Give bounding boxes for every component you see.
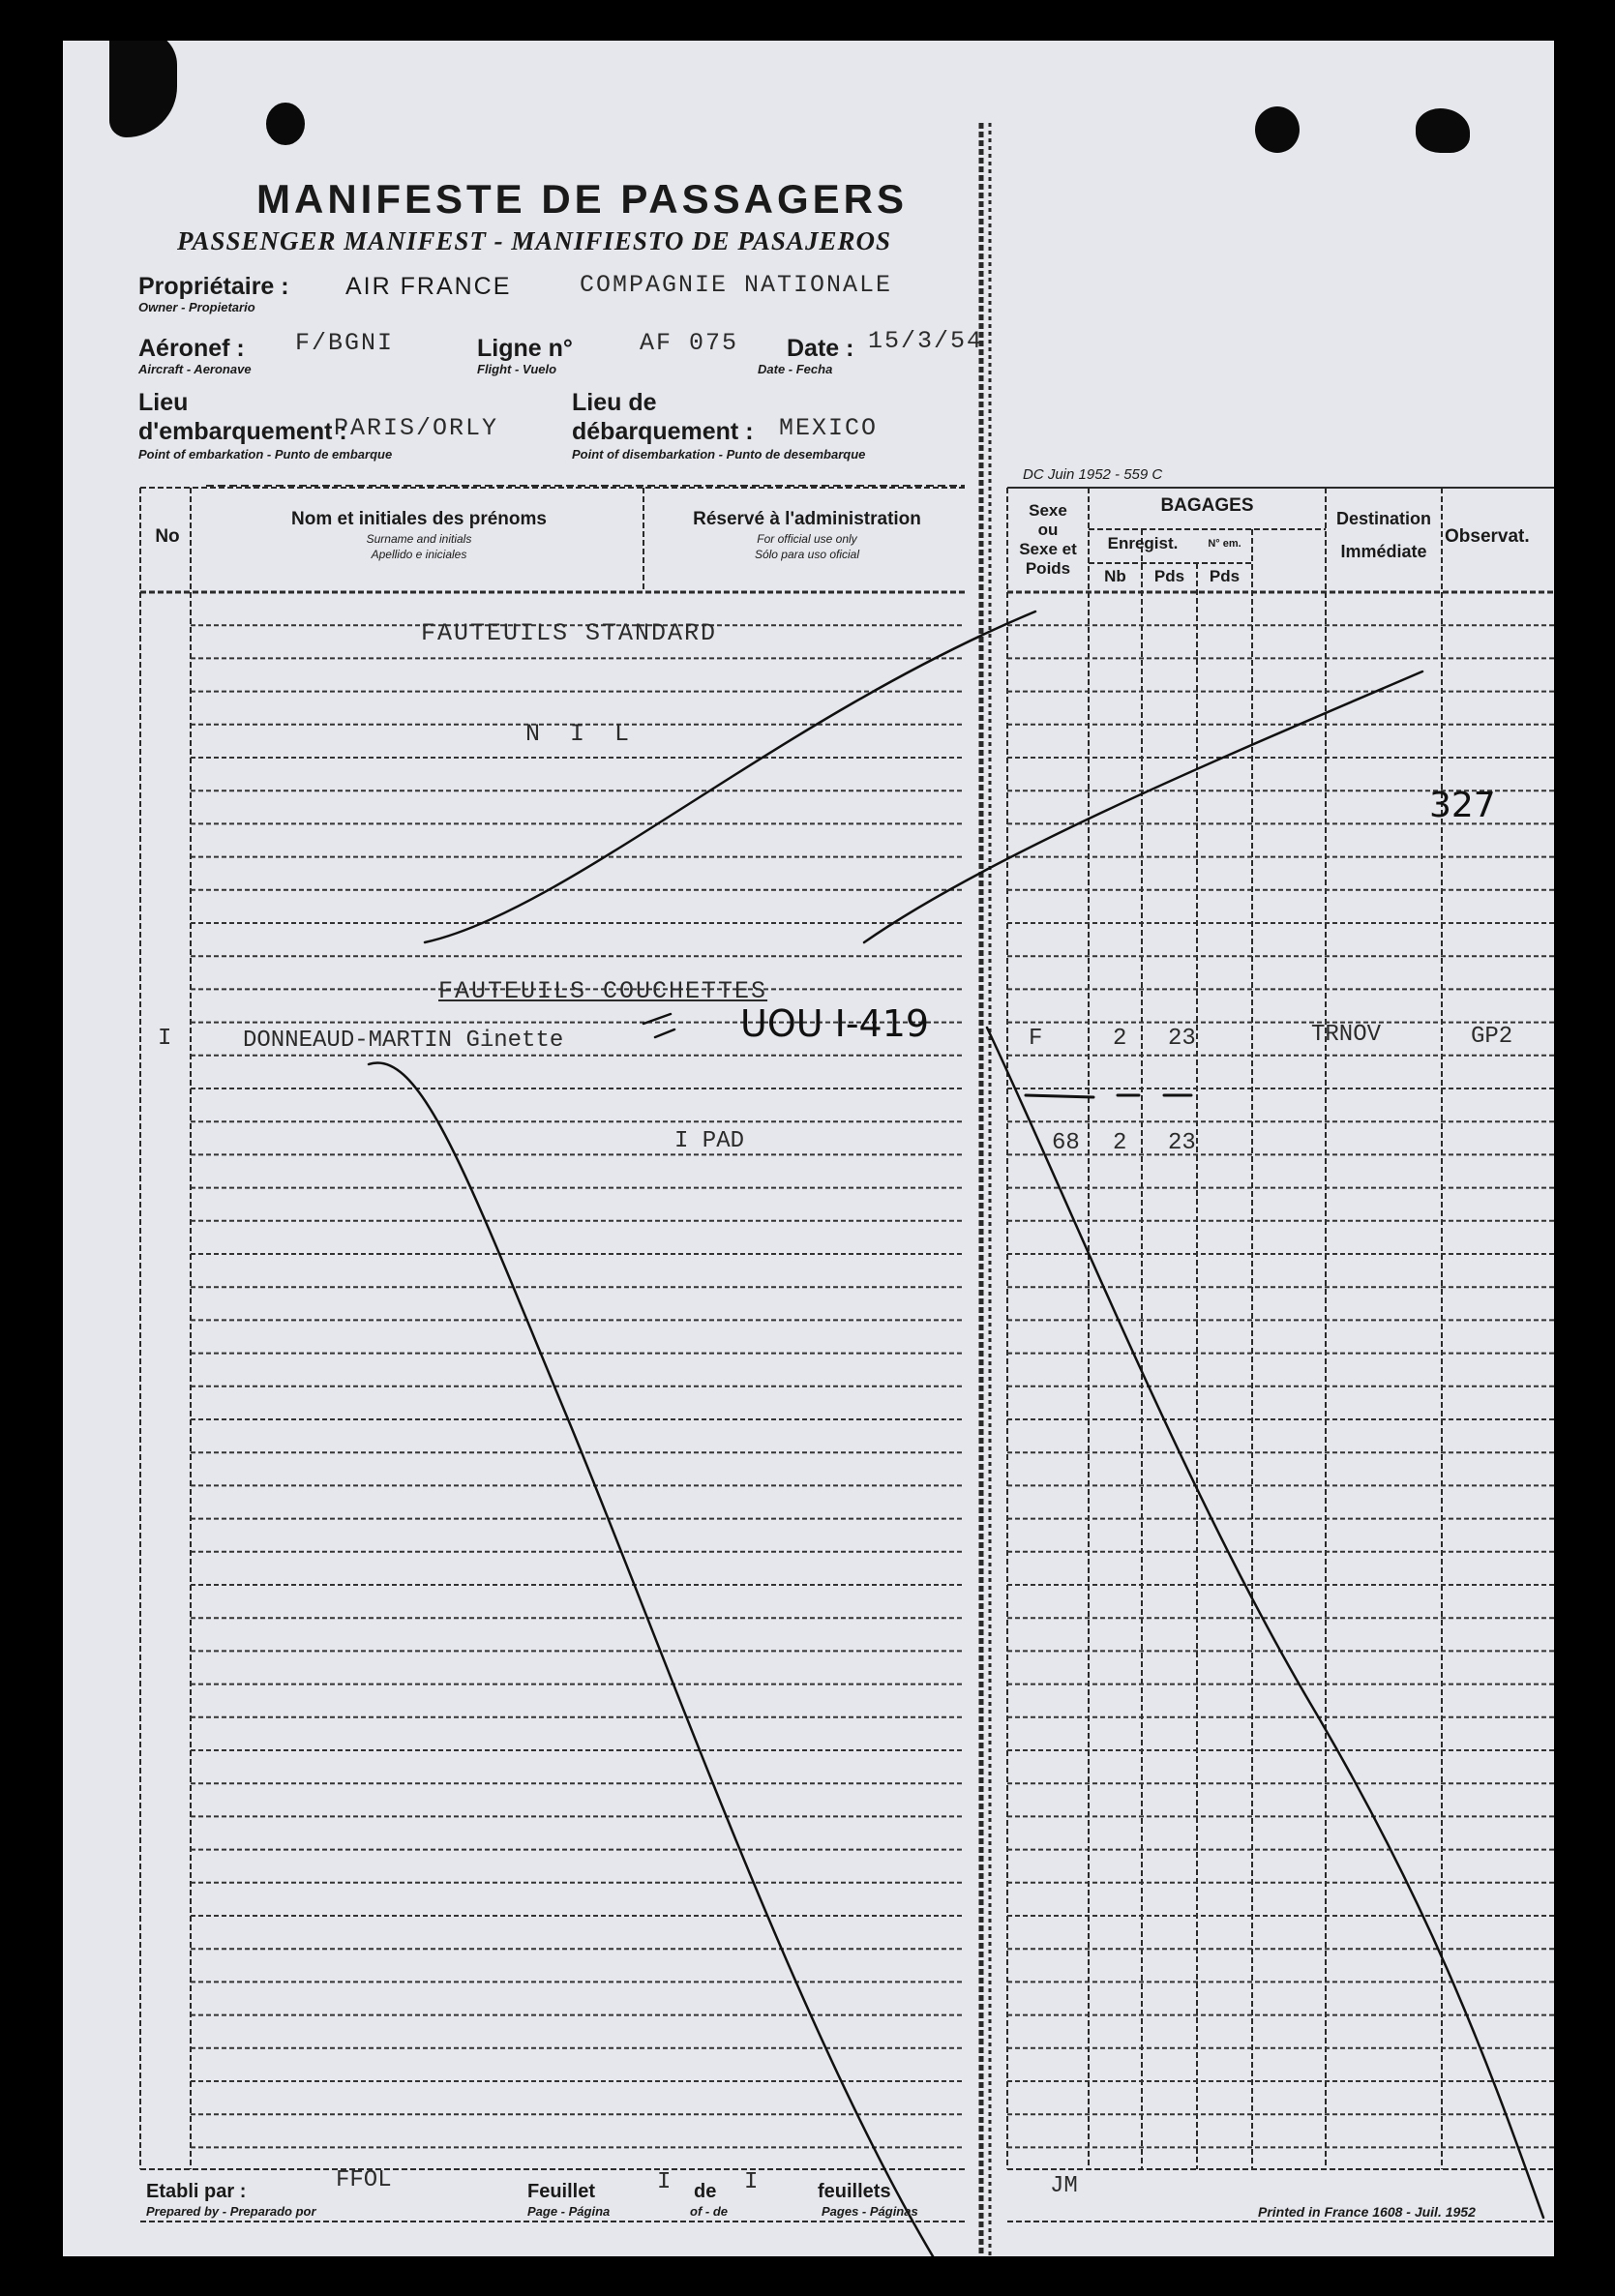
flight-value: AF 075 bbox=[640, 329, 739, 357]
row-no: I bbox=[158, 1026, 172, 1052]
col-admin-sub2: Sólo para uso oficial bbox=[754, 548, 860, 561]
embark-sub: Point of embarkation - Punto de embarque bbox=[138, 447, 393, 462]
total-pds: 23 bbox=[1168, 1130, 1196, 1156]
sheet-label: Feuillet bbox=[527, 2181, 596, 2202]
number-327: 327 bbox=[1429, 786, 1496, 825]
col-pds: Pds bbox=[1153, 567, 1185, 585]
disembark-label-1: Lieu de bbox=[572, 389, 657, 416]
col-dest-2: Immédiate bbox=[1340, 542, 1427, 561]
total-nb: 2 bbox=[1113, 1130, 1127, 1156]
flight-sub: Flight - Vuelo bbox=[477, 362, 557, 376]
pages-sub: Pages - Páginas bbox=[822, 2204, 918, 2219]
of-value: I bbox=[744, 2169, 759, 2195]
row-handwritten: UOU I-419 bbox=[740, 1002, 930, 1045]
owner-typed: COMPAGNIE NATIONALE bbox=[580, 271, 893, 299]
col-sex-1: Sexe bbox=[1029, 501, 1067, 520]
aircraft-sub: Aircraft - Aeronave bbox=[138, 362, 252, 376]
col-name-sub2: Apellido e iniciales bbox=[371, 548, 467, 561]
disembark-label-2: débarquement : bbox=[572, 418, 754, 445]
sheet-value: I bbox=[657, 2169, 672, 2195]
page-sub: Page - Página bbox=[527, 2204, 611, 2219]
row-pds: 23 bbox=[1168, 1026, 1196, 1052]
col-sex-3: Sexe et bbox=[1019, 540, 1077, 558]
embark-label-2: d'embarquement : bbox=[138, 418, 347, 445]
col-name-sub1: Surname and initials bbox=[366, 532, 472, 546]
form-title: MANIFESTE DE PASSAGERS bbox=[256, 176, 908, 222]
of-sub: of - de bbox=[690, 2204, 728, 2219]
nil-text: N I L bbox=[525, 720, 638, 748]
owner-sub: Owner - Propietario bbox=[138, 300, 255, 314]
manifest-page bbox=[63, 41, 1554, 2256]
col-no: No bbox=[155, 526, 180, 547]
sheets-label: feuillets bbox=[818, 2181, 891, 2202]
aircraft-value: F/BGNI bbox=[295, 329, 395, 357]
col-sex-4: Poids bbox=[1025, 559, 1071, 578]
col-nb: Nb bbox=[1104, 567, 1126, 585]
prepared-value: FFOL bbox=[336, 2167, 392, 2193]
section-couchettes: FAUTEUILS COUCHETTES bbox=[438, 977, 768, 1005]
section-standard: FAUTEUILS STANDARD bbox=[421, 619, 718, 647]
col-nr-em: N° em. bbox=[1208, 538, 1241, 550]
embark-label-1: Lieu bbox=[138, 389, 189, 416]
aircraft-label: Aéronef : bbox=[138, 335, 245, 362]
flight-label: Ligne n° bbox=[477, 335, 573, 362]
row-sex: F bbox=[1029, 1026, 1043, 1052]
of-label: de bbox=[694, 2181, 717, 2202]
date-sub: Date - Fecha bbox=[758, 362, 833, 376]
col-dest-1: Destination bbox=[1335, 509, 1431, 528]
printed-note: Printed in France 1608 - Juil. 1952 bbox=[1258, 2204, 1476, 2220]
disembark-value: MEXICO bbox=[779, 414, 879, 442]
date-value: 15/3/54 bbox=[868, 327, 984, 355]
col-admin: Réservé à l'administration bbox=[693, 509, 921, 529]
total-label: I PAD bbox=[674, 1128, 745, 1154]
col-bagages: BAGAGES bbox=[1160, 495, 1254, 516]
prepared-sub: Prepared by - Preparado por bbox=[146, 2204, 316, 2219]
form-subtitle: PASSENGER MANIFEST - MANIFIESTO DE PASAJEROS bbox=[177, 226, 891, 255]
col-enreg: Enregist. bbox=[1107, 534, 1179, 552]
initials: JM bbox=[1050, 2173, 1078, 2199]
owner-value: AIR FRANCE bbox=[345, 273, 512, 300]
row-nb: 2 bbox=[1113, 1026, 1127, 1052]
row-dest: TRNOV bbox=[1311, 1022, 1382, 1048]
col-pds2: Pds bbox=[1209, 567, 1241, 585]
form-code: DC Juin 1952 - 559 C bbox=[1023, 466, 1163, 483]
prepared-label: Etabli par : bbox=[146, 2181, 247, 2202]
row-name: DONNEAUD-MARTIN Ginette bbox=[243, 1028, 564, 1054]
disembark-sub: Point of disembarkation - Punto de desembarque bbox=[572, 447, 866, 462]
col-admin-sub1: For official use only bbox=[757, 532, 857, 546]
row-obs: GP2 bbox=[1471, 1024, 1513, 1050]
col-name: Nom et initiales des prénoms bbox=[291, 509, 547, 529]
date-label: Date : bbox=[787, 335, 854, 362]
col-observ: Observat. bbox=[1445, 526, 1530, 547]
embark-value: PARIS/ORLY bbox=[334, 414, 499, 442]
col-sex-2: ou bbox=[1037, 521, 1059, 539]
owner-label: Propriétaire : bbox=[138, 273, 289, 300]
table-grid bbox=[63, 41, 1554, 2256]
total-weight: 68 bbox=[1052, 1130, 1080, 1156]
